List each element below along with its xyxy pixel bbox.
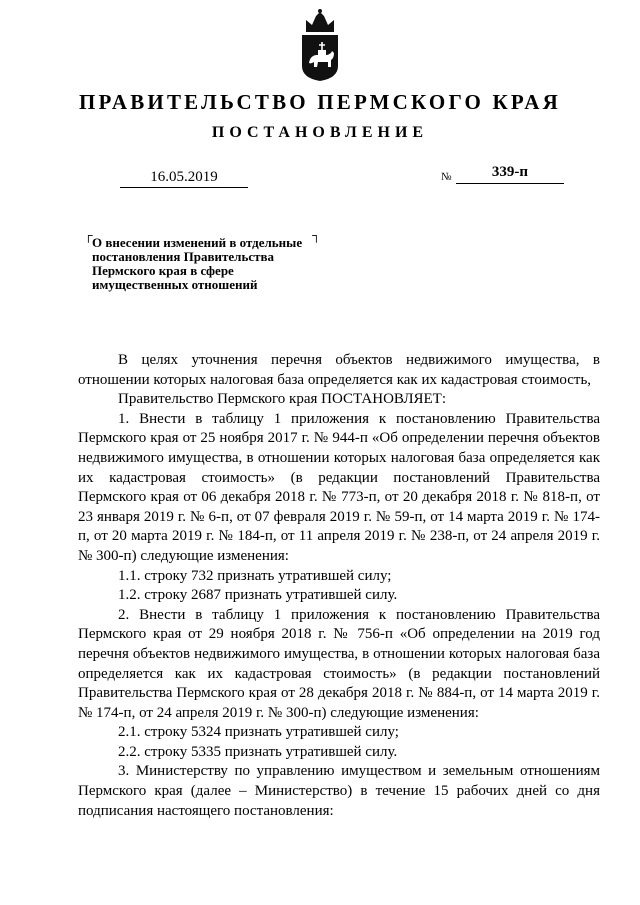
subject-heading xyxy=(92,236,352,292)
document-date: 16.05.2019 xyxy=(120,169,248,188)
clause-2-2-paragraph: 2.2. строку 5335 признать утратившей силу. xyxy=(118,743,398,760)
clause-2-1-paragraph: 2.1. строку 5324 признать утратившей силу; xyxy=(118,724,399,741)
document-number: 339-п xyxy=(456,164,564,184)
government-title: ПРАВИТЕЛЬСТВО ПЕРМСКОГО КРАЯ xyxy=(78,90,561,114)
subject-line: Пермского края в сфере xyxy=(92,263,234,278)
clause-2-paragraph: 2. Внести в таблицу 1 приложения к постановлению Правительства Пермского края от 29 ноября 2018 г. № 756-п «Об определении на 2019 год перечня объектов недвижимого имущества, в отношении которых налоговая база определяется как их кадастровая стоимость» (в редакции постановлений Правительства Пермского края от 28 декабря 2018 г. № 884-п, от 14 марта 2019 г. № 174-п, от 24 апреля 2019 г. № 300-п) следующие изменения: xyxy=(78,606,600,721)
number-sign: № xyxy=(441,171,452,183)
subject-line: постановления Правительства xyxy=(92,249,274,264)
document-type: ПОСТАНОВЛЕНИЕ xyxy=(211,124,429,141)
subject-corner-right: ┐ xyxy=(312,228,321,242)
clause-3-paragraph: 3. Министерству по управлению имуществом и земельным отношениям Пермского края (далее – Министерство) в течение 15 рабочих дней со дня подписания настоящего постановления: xyxy=(78,763,600,819)
clause-1-2-paragraph: 1.2. строку 2687 признать утратившей силу. xyxy=(118,587,398,604)
preamble-paragraph: В целях уточнения перечня объектов недвижимого имущества, в отношении которых налоговая база определяется как их кадастровая стоимость, xyxy=(78,352,600,388)
clause-1-paragraph: 1. Внести в таблицу 1 приложения к постановлению Правительства Пермского края от 25 ноября 2017 г. № 944-п «Об определении перечня объектов недвижимого имущества, в отношении которых налоговая база определяется как их кадастровая стоимость» (в редакции постановлений Правительства Пермского края от 06 декабря 2018 г. № 773-п, от 20 декабря 2018 г. № 818-п, от 23 января 2019 г. № 6-п, от 07 февраля 2019 г. № 59-п, от 14 марта 2019 г. № 174-п, от 20 марта 2019 г. № 184-п, от 11 апреля 2019 г. № 238-п, от 24 апреля 2019 г. № 300-п) следующие изменения: xyxy=(78,410,600,564)
clause-1-1-paragraph: 1.1. строку 732 признать утратившей силу; xyxy=(118,567,392,584)
subject-corner-left: ┌ xyxy=(84,228,93,242)
subject-line: О внесении изменений в отдельные xyxy=(92,235,303,250)
subject-line: имущественных отношений xyxy=(92,277,258,292)
document-body xyxy=(78,351,600,821)
resolution-paragraph: Правительство Пермского края ПОСТАНОВЛЯЕТ: xyxy=(118,391,447,408)
coat-of-arms-icon xyxy=(296,8,344,82)
